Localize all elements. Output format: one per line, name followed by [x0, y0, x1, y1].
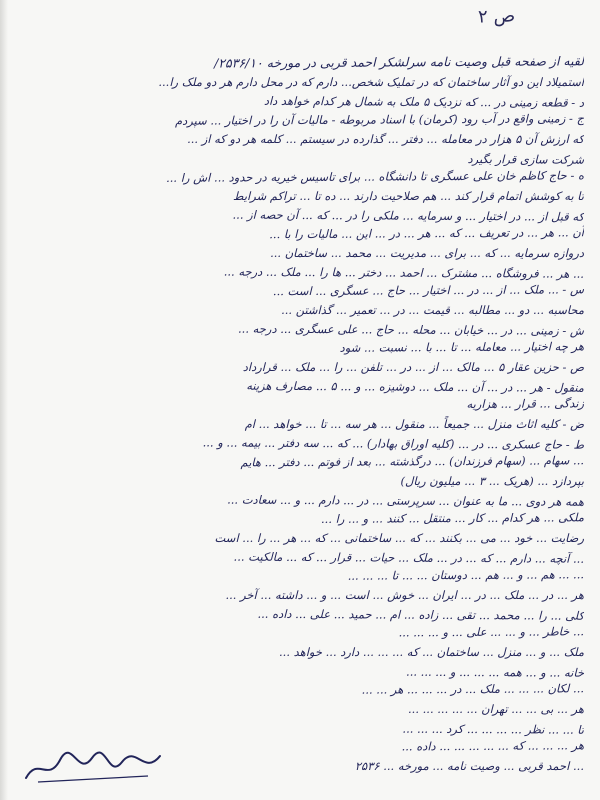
- handwritten-line: که ارزش آن ۵ هزار در معامله ... دفتر ... گذارده در سیستم ... کلمه هر دو که از ...: [187, 132, 584, 146]
- handwritten-line: هر ... ... ... که ... ... ... ... ... داده ...: [401, 738, 585, 754]
- handwritten-line: ه - حاج کاظم خان علی عسگری تا دانشگاه ... برای تاسیس خیریه در حدود ... اش را ...: [166, 168, 585, 185]
- handwritten-line: همه هر دوی ... ما به عنوان ... سرپرستی ... در ... دارم ... و ... سعادت ...: [227, 492, 585, 509]
- handwritten-line: ط - حاج عسکری ... در ... (کلیه اوراق بهادار) ... که ... سه دفتر ... بیمه ... و ...: [202, 435, 585, 452]
- handwritten-line: زندگی ... قرار ... هزاریه: [466, 396, 585, 411]
- handwritten-line: س - ... ملک ... از ... در ... اختیار ... حاج ... عسگری ... است ...: [272, 282, 585, 299]
- handwritten-line: آن ... هر ... در تعریف ... که ... هر ... در ... این ... مالیات را با ...: [269, 225, 585, 242]
- handwritten-line: ض - کلیه اثاث منزل ... جمیعاً ... منقول ... هر سه ... تا ... خواهد ... ام: [244, 417, 584, 431]
- handwritten-line: ص - حزین عقار ۵ ... مالک ... از ... در ... تلفن ... را ... ملک ... قرارداد: [242, 360, 584, 374]
- handwritten-line: هر چه اختیار ... معامله ... تا ... با ... نسبت ... شود: [339, 339, 585, 355]
- handwritten-line: استمیلاد این دو آثار ساختمان که در تملیک شخص... دارم که در محل دارم هر دو ملک را...: [158, 75, 584, 89]
- handwritten-line: شرکت سازی قرار بگیرد: [467, 152, 585, 167]
- handwritten-line: د - قطعه زمینی در ... که نزدیک ۵ ملک به شمال هر کدام خواهد داد: [263, 93, 585, 110]
- handwritten-line: ش - زمینی ... در ... خیابان ... محله ... حاج ... علی عسگری ... درجه ...: [238, 321, 585, 338]
- handwritten-line: ملکی ... هر کدام ... کار ... منتقل ... کنند ... و ... را ...: [320, 510, 585, 526]
- handwritten-line: ... احمد قربی ... وصیت نامه ... مورخه ... ۲۵۳۶: [354, 759, 584, 773]
- handwritten-body: [18, 54, 584, 776]
- handwritten-line: ... لکان ... ... ... ملک ... در ... ... ... هر ... ...: [361, 681, 585, 697]
- handwritten-line: بپردازد ... (هریک ... ۳ ... میلیون ریال): [400, 474, 584, 488]
- paper-edge-shadow: [0, 0, 8, 800]
- signature-mark: [18, 748, 168, 788]
- handwritten-line: ... ... هم ... و ... هم ... دوستان ... ... تا ... ... ...: [347, 567, 585, 583]
- handwritten-line: تا ... ... نظر ... ... ... ... کرد ... ... ...: [402, 721, 585, 737]
- handwritten-line: تا به کوشش اتمام قرار کند ... هم صلاحیت دارند ... ده تا ... تراکم شرایط: [232, 189, 584, 203]
- handwritten-line: ... خاطر ... و ... ... علی ... و ... ... ...: [398, 624, 585, 640]
- handwritten-line: دروازه سرمایه ... که ... برای ... مدیریت ... محمد ... ساختمان ...: [270, 246, 584, 260]
- handwritten-line: لقیه از صفحه قبل وصیت نامه سرلشکر احمد قربی در مورخه ۲۵۳۶/۱۰/: [213, 53, 585, 71]
- handwritten-line: محاسبه ... دو ... مطالبه ... قیمت ... در ... تعمیر ... گذاشتن ...: [281, 303, 584, 317]
- handwritten-line: که قبل از ... در اختیار ... و سرمایه ... ملکی را در ... که ... آن حصه از ...: [232, 207, 585, 224]
- handwritten-line: منقول - هر ... در ... آن ... ملک ... دوشیزه ... و ... ۵ ... مصارف هزینه: [246, 378, 585, 395]
- handwritten-line: ملک ... و ... منزل ... ساختمان ... که ... ... ... دارد ... خواهد ...: [279, 645, 584, 659]
- handwritten-line: کلی ... را ... محمد ... تقی ... زاده ... ام ... حمید ... علی ... داده ...: [257, 606, 585, 623]
- handwritten-line: هر ... در ... ملک ... در ... ایران ... خوش ... است ... و ... داشته ... آخر ...: [225, 588, 584, 602]
- handwritten-line: رضایت ... خود ... می ... بکنند ... که ... ساختمانی ... که ... هر ... را ... است: [214, 531, 584, 545]
- handwritten-line: ... هر ... فروشگاه ... مشترک ... احمد ... دختر ... ها را ... ملک ... درجه ...: [223, 264, 585, 281]
- page-number: ص ٢: [477, 5, 516, 28]
- handwritten-line: ... آنچه ... دارم ... که ... در ... ملک ... حیات ... قرار ... که ... مالکیت ...: [233, 549, 585, 566]
- handwritten-line: ... سهام ... (سهام فرزندان) ... درگذشته ... بعد از فوتم ... دفتر ... هایم: [240, 453, 585, 470]
- handwritten-line: هر ... بی ... ... تهران ... ... ... ... ...: [408, 702, 584, 716]
- handwritten-line: ج - زمینی واقع در آب رود (کرمان) با اسناد مربوطه - مالیات آن را در اختیار ... سپردم: [174, 111, 585, 128]
- handwritten-line: خانه ... و ... همه ... ... ... و ... ... ...: [406, 664, 585, 680]
